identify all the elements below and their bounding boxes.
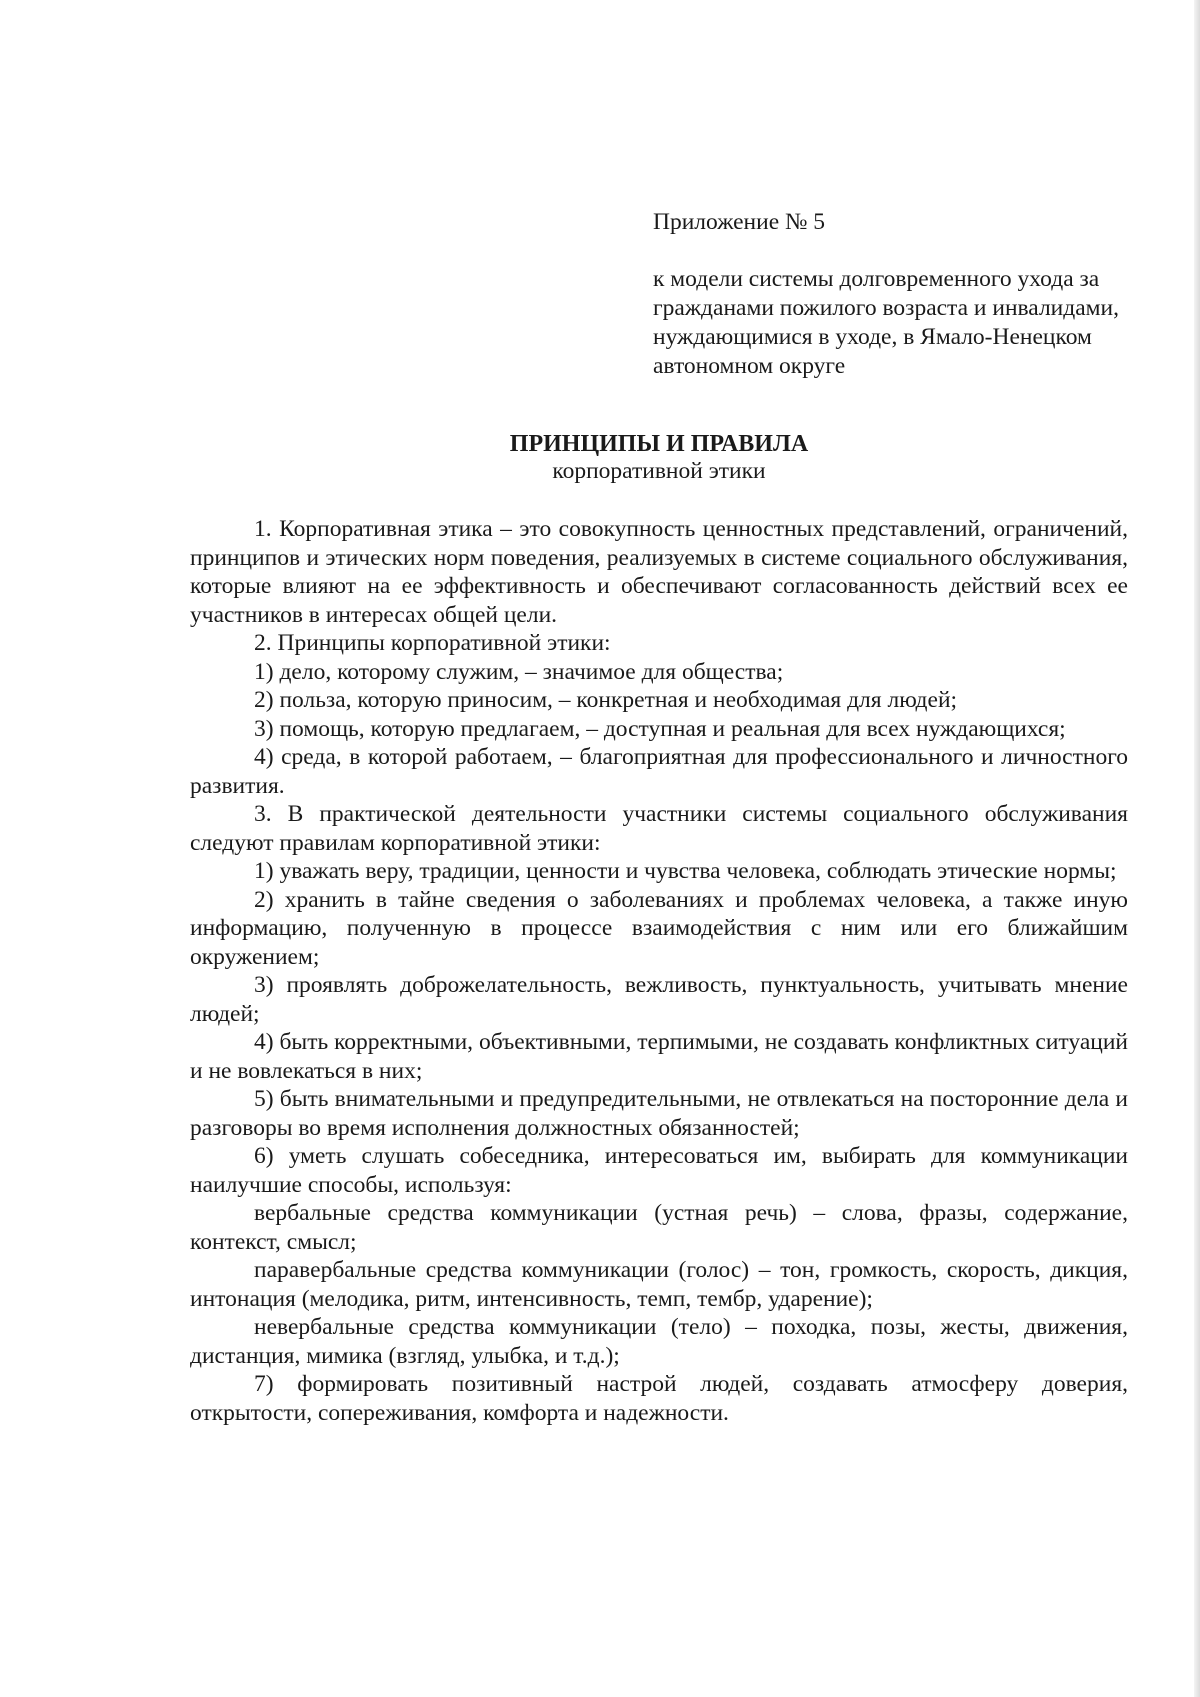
- paragraph: 7) формировать позитивный настрой людей, создавать атмосферу доверия, открытости, сопереживания, комфорта и надежности.: [190, 1371, 1128, 1426]
- title-block: [190, 430, 1128, 485]
- paragraph: 2) хранить в тайне сведения о заболеваниях и проблемах человека, а также иную информацию, полученную в процессе взаимодействия с ним или его ближайшим окружением;: [190, 886, 1128, 970]
- paragraph: 2. Принципы корпоративной этики:: [254, 630, 611, 656]
- page-edge-shadow: [1194, 0, 1200, 1697]
- paragraph: 2) польза, которую приносим, – конкретная и необходимая для людей;: [254, 687, 958, 713]
- paragraph: 3) проявлять доброжелательность, вежливость, пунктуальность, учитывать мнение людей;: [190, 972, 1128, 1027]
- paragraph: 3. В практической деятельности участники системы социального обслуживания следуют правилам корпоративной этики:: [190, 801, 1128, 856]
- document-subtitle: корпоративной этики: [552, 458, 766, 484]
- paragraph: 3) помощь, которую предлагаем, – доступная и реальная для всех нуждающихся;: [254, 715, 1066, 742]
- paragraph: 1) дело, которому служим, – значимое для общества;: [254, 658, 784, 685]
- paragraph: 4) быть корректными, объективными, терпимыми, не создавать конфликтных ситуаций и не вовлекаться в них;: [190, 1029, 1128, 1084]
- appendix-header: [653, 208, 1133, 381]
- document-body: [190, 515, 1128, 1427]
- appendix-subtitle: к модели системы долговременного ухода за гражданами пожилого возраста и инвалидами, нуждающимися в уходе, в Ямало-Ненецком автономном округе: [653, 266, 1119, 379]
- appendix-number: Приложение № 5: [653, 209, 826, 235]
- paragraph: 1. Корпоративная этика – это совокупность ценностных представлений, ограничений, принципов и этических норм поведения, реализуемых в системе социального обслуживания, которые влияют на ее эффективность и обеспечивают согласованность действий всех ее участников в интересах общей цели.: [190, 516, 1128, 628]
- paragraph: 1) уважать веру, традиции, ценности и чувства человека, соблюдать этические нормы;: [254, 858, 1117, 884]
- paragraph: 4) среда, в которой работаем, – благоприятная для профессионального и личностного развития.: [190, 744, 1128, 799]
- paragraph: невербальные средства коммуникации (тело) – походка, позы, жесты, движения, дистанция, мимика (взгляд, улыбка, и т.д.);: [190, 1314, 1128, 1369]
- document-title: ПРИНЦИПЫ И ПРАВИЛА: [509, 431, 809, 457]
- paragraph: 6) уметь слушать собеседника, интересоваться им, выбирать для коммуникации наилучшие способы, используя:: [190, 1143, 1128, 1198]
- paragraph: вербальные средства коммуникации (устная речь) – слова, фразы, содержание, контекст, смысл;: [190, 1200, 1128, 1255]
- paragraph: паравербальные средства коммуникации (голос) – тон, громкость, скорость, дикция, интонация (мелодика, ритм, интенсивность, темп, тембр, ударение);: [190, 1257, 1128, 1312]
- paragraph: 5) быть внимательными и предупредительными, не отвлекаться на посторонние дела и разговоры во время исполнения должностных обязанностей;: [190, 1086, 1128, 1141]
